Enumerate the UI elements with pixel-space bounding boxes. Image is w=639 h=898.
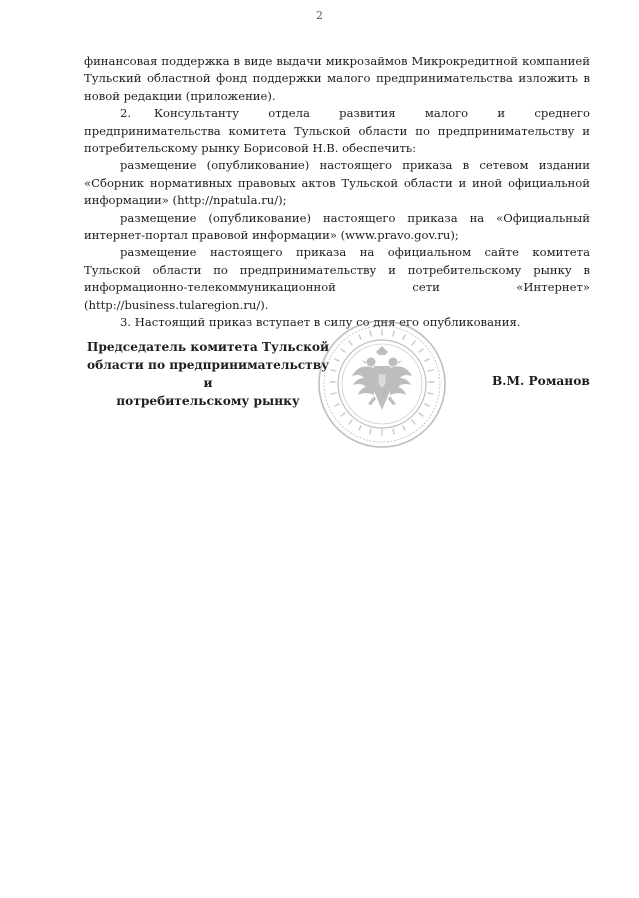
- page-number: 2: [316, 9, 323, 22]
- signatory-title-line-1: Председатель комитета Тульской: [86, 340, 330, 354]
- document-body: [84, 53, 590, 332]
- item-2-text: Консультанту отдела развития малого и среднего предпринимательства комитета Тульской области по предпринимательству и потребительскому рынку Борисовой Н.В. обеспечить:: [84, 106, 590, 156]
- subitem-business-site: размещение настоящего приказа на официальном сайте комитета Тульской области по предпринимательству и потребительскому рынку в информационно-телекоммуникационной сети «Интернет» (http://business.tularegion.ru/).: [84, 245, 590, 312]
- signatory-title: [86, 338, 330, 410]
- signatory-title-line-2: области по предпринимательству и: [87, 358, 329, 390]
- official-seal: [316, 318, 448, 450]
- item-2-number: 2.: [120, 106, 132, 121]
- signatory-name: В.М. Романов: [492, 374, 590, 388]
- subitem-pravo: размещение (опубликование) настоящего приказа на «Официальный интернет-портал правовой информации» (www.pravo.gov.ru);: [84, 210, 590, 243]
- item-3: 3. Настоящий приказ вступает в силу со дня его опубликования.: [120, 315, 521, 330]
- paragraph-continuation: финансовая поддержка в виде выдачи микрозаймов Микрокредитной компанией Тульский областной фонд поддержки малого предпринимательства изложить в новой редакции (приложение).: [84, 54, 590, 103]
- subitem-npatula: размещение (опубликование) настоящего приказа в сетевом издании «Сборник нормативных правовых актов Тульской области и иной официальной информации» (http://npatula.ru/);: [84, 158, 590, 208]
- item-2: [84, 105, 590, 157]
- signatory-title-line-3: потребительскому рынку: [116, 394, 300, 408]
